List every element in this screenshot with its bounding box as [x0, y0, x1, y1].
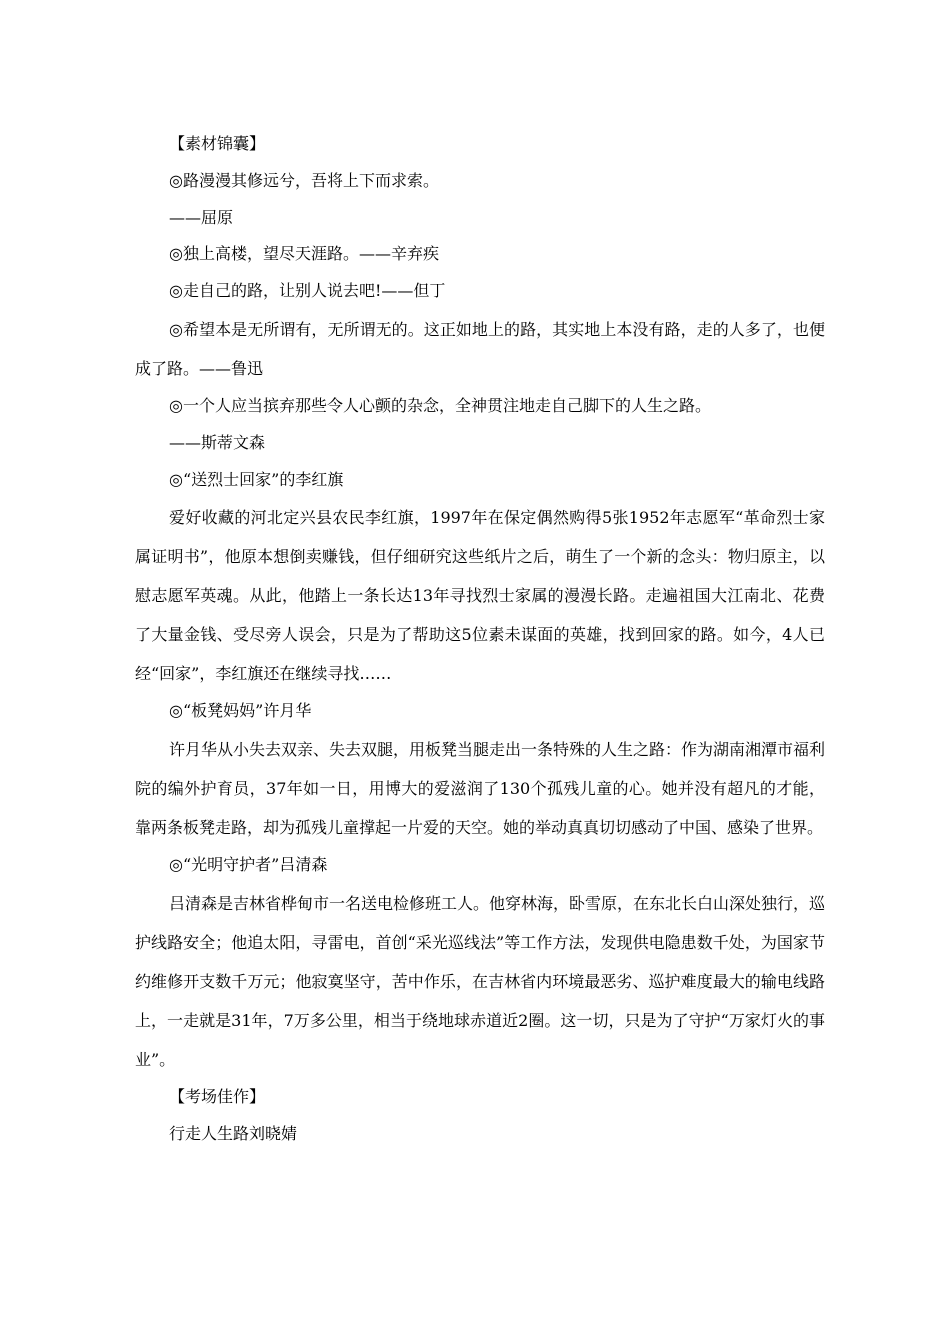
essay-heading: 【考场佳作】 — [169, 1086, 266, 1106]
quote-stevenson: ◎一个人应当摈弃那些令人心颤的杂念，全神贯注地走自己脚下的人生之路。 — [169, 395, 711, 415]
essay-title: 行走人生路刘晓婧 — [169, 1123, 298, 1143]
quote-qu-yuan: ◎路漫漫其修远兮，吾将上下而求索。 — [169, 170, 439, 190]
story-text-lv-qingsen: 吕清森是吉林省桦甸市一名送电检修班工人。他穿林海，卧雪原，在东北长白山深处独行，巡护线路安全；他追太阳，寻雷电，首创“采光巡线法”等工作方法，发现供电隐患数千处，为国家节约维修开支数千万元；他寂寞坚守，苦中作乐，在吉林省内环境最恶劣、巡护难度最大的输电线路上，一走就是31年，7万多公里，相当于绕地球赤道近2圈。这一切，只是为了守护“万家灯火的事业”。 — [135, 893, 826, 1069]
story-title-lv-qingsen: ◎“光明守护者”吕清森 — [169, 855, 328, 875]
quote-dante: ◎走自己的路，让别人说去吧!——但丁 — [169, 281, 446, 301]
story-text-xu-yuehua: 许月华从小失去双亲、失去双腿，用板凳当腿走出一条特殊的人生之路：作为湖南湘潭市福利院的编外护育员，37年如一日，用博大的爱滋润了130个孤残儿童的心。她并没有超凡的才能，靠两条板凳走路，却为孤残儿童撑起一片爱的天空。她的举动真真切切感动了中国、感染了世界。 — [135, 740, 826, 838]
material-heading: 【素材锦囊】 — [169, 134, 266, 153]
quote-lu-xun: ◎希望本是无所谓有，无所谓无的。这正如地上的路，其实地上本没有路，走的人多了，也便成了路。——鲁迅 — [135, 319, 825, 378]
quote-qu-yuan-author: ——屈原 — [169, 207, 234, 227]
story-title-xu-yuehua: ◎“板凳妈妈”许月华 — [169, 701, 312, 721]
quote-stevenson-author: ——斯蒂文森 — [169, 432, 266, 452]
story-text-li-hongqi: 爱好收藏的河北定兴县农民李红旗，1997年在保定偶然购得5张1952年志愿军“革命烈士家属证明书”，他原本想倒卖赚钱，但仔细研究这些纸片之后，萌生了一个新的念头：物归原主，以慰志愿军英魂。从此，他踏上一条长达13年寻找烈士家属的漫漫长路。走遍祖国大江南北、花费了大量金钱、受尽旁人误会，只是为了帮助这5位素未谋面的英雄，找到回家的路。如今，4人已经“回家”，李红旗还在继续寻找…… — [135, 508, 825, 684]
quote-xin-qiji: ◎独上高楼，望尽天涯路。——辛弃疾 — [169, 244, 439, 264]
document-body — [135, 126, 825, 1153]
story-title-li-hongqi: ◎“送烈士回家”的李红旗 — [169, 469, 344, 489]
